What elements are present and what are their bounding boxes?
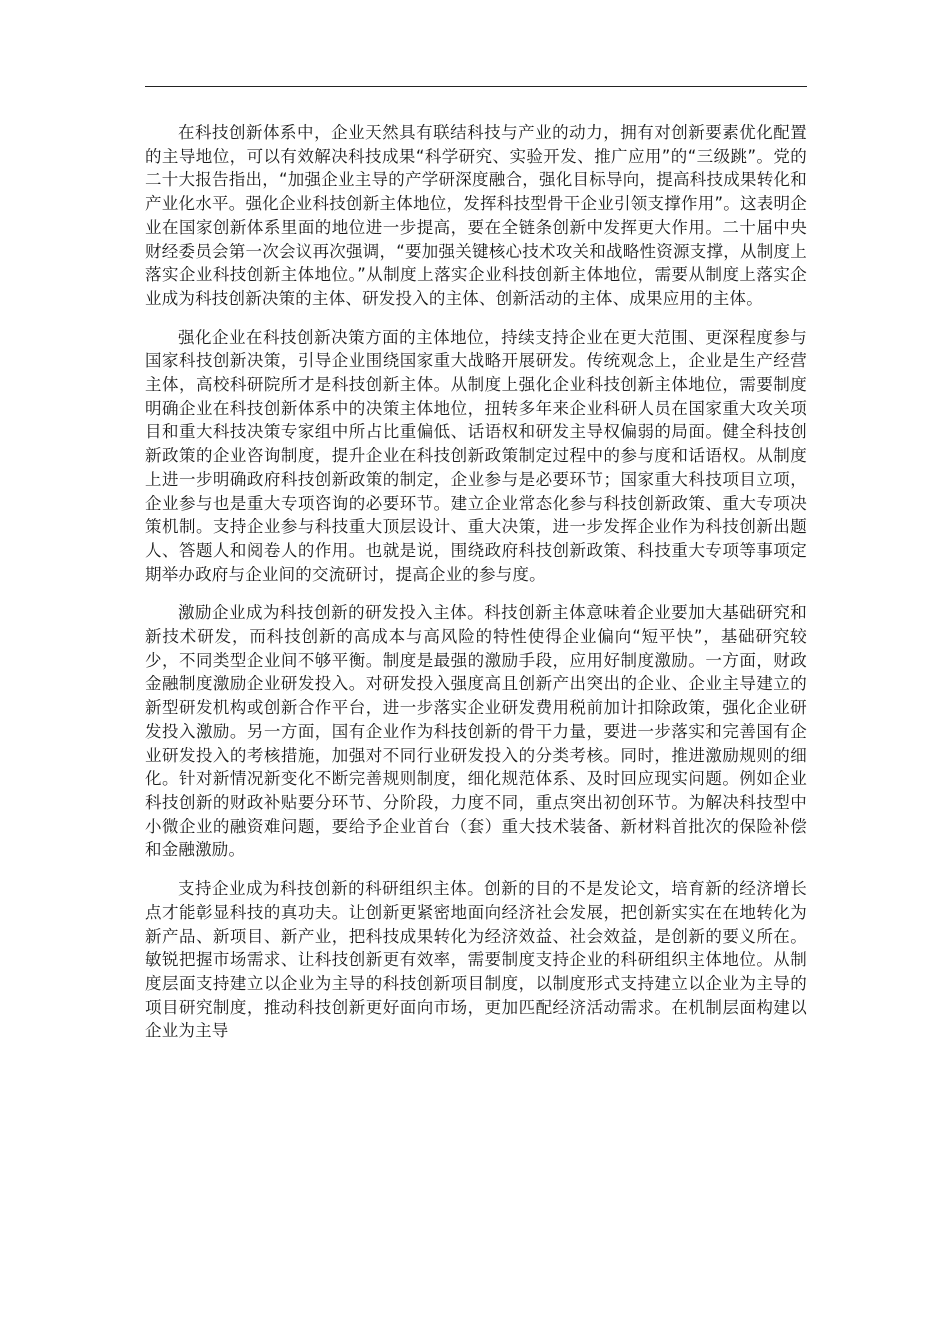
paragraph-4: 支持企业成为科技创新的科研组织主体。创新的目的不是发论文，培育新的经济增长点才能彰显科技的真功夫。让创新更紧密地面向经济社会发展，把创新实实在在地转化为新产品、新项目、新产业，把科技成果转化为经济效益、社会效益，是创新的要义所在。敏锐把握市场需求、让科技创新更有效率，需要制度支持企业的科研组织主体地位。从制度层面支持建立以企业为主导的科技创新项目制度，以制度形式支持建立以企业为主导的项目研究制度，推动科技创新更好面向市场，更加匹配经济活动需求。在机制层面构建以企业为主导 — [145, 879, 807, 1041]
header-rule — [145, 86, 807, 87]
paragraph-2: 强化企业在科技创新决策方面的主体地位，持续支持企业在更大范围、更深程度参与国家科技创新决策，引导企业围绕国家重大战略开展研发。传统观念上，企业是生产经营主体，高校科研院所才是科技创新主体。从制度上强化企业科技创新主体地位，需要制度明确企业在科技创新体系中的决策主体地位，扭转多年来企业科研人员在国家重大攻关项目和重大科技决策专家组中所占比重偏低、话语权和研发主导权偏弱的局面。健全科技创新政策的企业咨询制度，提升企业在科技创新政策制定过程中的参与度和话语权。从制度上进一步明确政府科技创新政策的制定，企业参与是必要环节；国家重大科技项目立项，企业参与也是重大专项咨询的必要环节。建立企业常态化参与科技创新政策、重大专项决策机制。支持企业参与科技重大顶层设计、重大决策，进一步发挥企业作为科技创新出题人、答题人和阅卷人的作用。也就是说，围绕政府科技创新政策、科技重大专项等事项定期举办政府与企业间的交流研讨，提高企业的参与度。 — [145, 327, 807, 584]
paragraph-3: 激励企业成为科技创新的研发投入主体。科技创新主体意味着企业要加大基础研究和新技术研发，而科技创新的高成本与高风险的特性使得企业偏向“短平快”，基础研究较少，不同类型企业间不够平衡。制度是最强的激励手段，应用好制度激励。一方面，财政金融制度激励企业研发投入。对研发投入强度高且创新产出突出的企业、企业主导建立的新型研发机构或创新合作平台，进一步落实企业研发费用税前加计扣除政策，强化企业研发投入激励。另一方面，国有企业作为科技创新的骨干力量，要进一步落实和完善国有企业研发投入的考核措施，加强对不同行业研发投入的分类考核。同时，推进激励规则的细化。针对新情况新变化不断完善规则制度，细化规范体系、及时回应现实问题。例如企业科技创新的财政补贴要分环节、分阶段，力度不同，重点突出初创环节。为解决科技型中小微企业的融资难问题，要给予企业首台（套）重大技术装备、新材料首批次的保险补偿和金融激励。 — [145, 603, 807, 860]
paragraph-1: 在科技创新体系中，企业天然具有联结科技与产业的动力，拥有对创新要素优化配置的主导地位，可以有效解决科技成果“科学研究、实验开发、推广应用”的“三级跳”。党的二十大报告指出，“加强企业主导的产学研深度融合，强化目标导向，提高科技成果转化和产业化水平。强化企业科技创新主体地位，发挥科技型骨干企业引领支撑作用”。这表明企业在国家创新体系里面的地位进一步提高，要在全链条创新中发挥更大作用。二十届中央财经委员会第一次会议再次强调，“要加强关键核心技术攻关和战略性资源支撑，从制度上落实企业科技创新主体地位。”从制度上落实企业科技创新主体地位，需要从制度上落实企业成为科技创新决策的主体、研发投入的主体、创新活动的主体、成果应用的主体。 — [145, 123, 807, 308]
article-body — [145, 121, 807, 1058]
